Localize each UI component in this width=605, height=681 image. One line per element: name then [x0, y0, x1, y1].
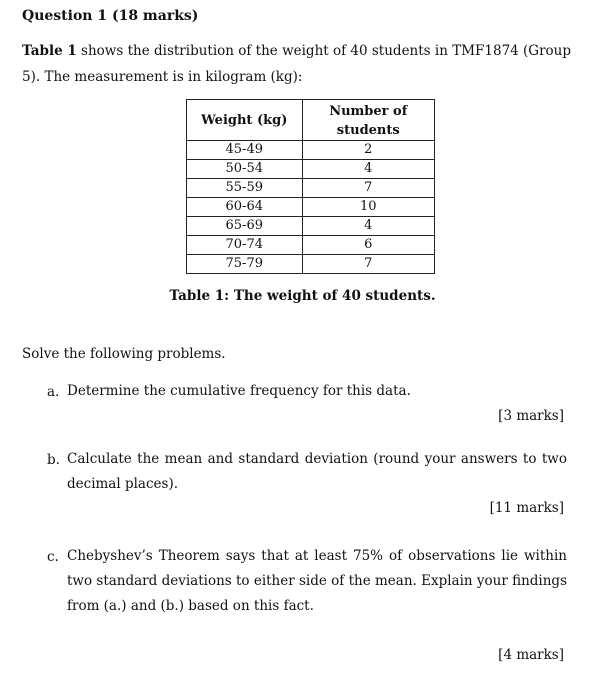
count-cell: 2: [302, 141, 434, 160]
weight-distribution-table: [186, 99, 435, 274]
count-cell: 10: [302, 198, 434, 217]
part-a-letter: a.: [47, 384, 60, 400]
question-intro: [22, 38, 582, 90]
part-c-marks: [4 marks]: [498, 647, 564, 663]
header-weight: Weight (kg): [187, 100, 303, 141]
table-header-row: [187, 100, 435, 141]
weight-cell: 50-54: [187, 160, 303, 179]
table-row: [187, 160, 435, 179]
count-cell: 4: [302, 160, 434, 179]
weight-cell: 65-69: [187, 217, 303, 236]
table-row: [187, 217, 435, 236]
part-a-marks: [3 marks]: [498, 408, 564, 424]
weight-cell: 60-64: [187, 198, 303, 217]
table-reference: Table 1: [22, 43, 77, 59]
table-row: [187, 236, 435, 255]
table-row: [187, 255, 435, 274]
weight-cell: 45-49: [187, 141, 303, 160]
part-b-text: Calculate the mean and standard deviation (round your answers to two decimal places).: [67, 451, 567, 492]
instructions: Solve the following problems.: [22, 346, 226, 362]
count-cell: 4: [302, 217, 434, 236]
question-title: Question 1 (18 marks): [22, 8, 199, 24]
weight-cell: 75-79: [187, 255, 303, 274]
part-a-text: Determine the cumulative frequency for this data.: [67, 383, 411, 399]
intro-text: shows the distribution of the weight of 40 students in TMF1874 (Group 5). The measurement is in kilogram (kg):: [22, 43, 572, 85]
part-b-letter: b.: [47, 452, 60, 468]
part-c-letter: c.: [47, 549, 59, 565]
table-row: [187, 198, 435, 217]
table-row: [187, 141, 435, 160]
count-cell: 7: [302, 179, 434, 198]
count-cell: 6: [302, 236, 434, 255]
table-row: [187, 179, 435, 198]
part-b-marks: [11 marks]: [489, 500, 564, 516]
header-number-of-students: Number of students: [302, 100, 434, 141]
weight-cell: 55-59: [187, 179, 303, 198]
weight-cell: 70-74: [187, 236, 303, 255]
table-caption: Table 1: The weight of 40 students.: [169, 288, 436, 304]
part-c-text: Chebyshev’s Theorem says that at least 75% of observations lie within two standard deviations to either side of the mean. Explain your findings from (a.) and (b.) based on this fact.: [67, 548, 567, 614]
count-cell: 7: [302, 255, 434, 274]
